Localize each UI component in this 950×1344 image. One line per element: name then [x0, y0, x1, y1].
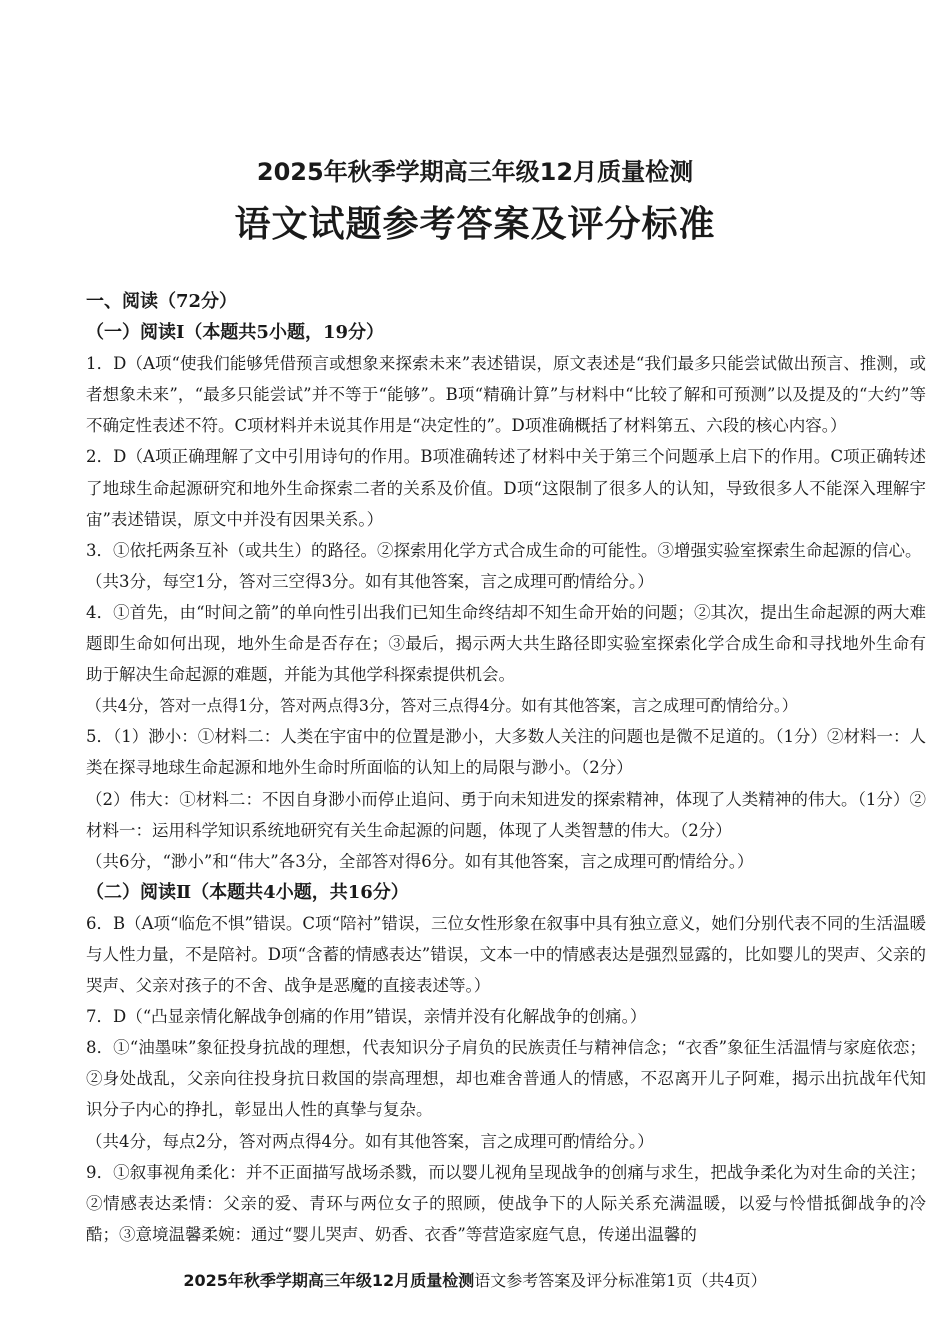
- answer-q5-part2: （2）伟大：①材料二：不因自身渺小而停止追问、勇于向未知进发的探索精神，体现了人类精神的伟大。（1分）②材料一：运用科学知识系统地研究有关生命起源的问题，体现了人类智慧的伟大。（2分）: [86, 789, 926, 840]
- footer-exam-name: 2025年秋季学期高三年级12月质量检测: [183, 1271, 475, 1290]
- answer-q5-part1: 5．（1）渺小：①材料二：人类在宇宙中的位置是渺小，大多数人关注的问题也是微不足道的。（1分）②材料一：人类在探寻地球生命起源和地外生命时所面临的认知上的局限与渺小。（2分）: [86, 727, 926, 778]
- part-heading-reading-1: （一）阅读Ⅰ（本题共5小题，19分）: [86, 322, 384, 344]
- footer-page-number: 第1页（共4页）: [650, 1271, 767, 1290]
- answer-q4: 4．①首先，由“时间之箭”的单向性引出我们已知生命终结却不知生命开始的问题；②其次，提出生命起源的两大难题即生命如何出现，地外生命是否存在；③最后，揭示两大共生路径即实验室探索化学合成生命和寻找地外生命有助于解决生命起源的难题，并能为其他学科探索提供机会。: [86, 602, 926, 685]
- part-heading-reading-2: （二）阅读Ⅱ（本题共4小题，共16分）: [86, 881, 409, 903]
- answer-q3: 3．①依托两条互补（或共生）的路径。②探索用化学方式合成生命的可能性。③增强实验室探索生命起源的信心。: [86, 540, 922, 560]
- answer-q8: 8．①“油墨味”象征投身抗战的理想，代表知识分子肩负的民族责任与精神信念；“衣香”象征生活温情与家庭依恋；②身处战乱，父亲向往投身抗日救国的崇高理想，却也难舍普通人的情感，不忍离开儿子阿难，揭示出抗战年代知识分子内心的挣扎，彰显出人性的真挚与复杂。: [86, 1038, 926, 1120]
- document-title: 语文试题参考答案及评分标准: [234, 204, 716, 245]
- answer-body: [86, 286, 926, 1250]
- answer-q2: 2．D（A项正确理解了文中引用诗句的作用。B项准确转述了材料中关于第三个问题承上启下的作用。C项正确转述了地球生命起源研究和地外生命探索二者的关系及价值。D项“这限制了很多人的认知，导致很多人不能深入理解宇宙”表述错误，原文中并没有因果关系。）: [86, 447, 926, 529]
- scoring-note-q8: （共4分，每点2分，答对两点得4分。如有其他答案，言之成理可酌情给分。）: [86, 1131, 654, 1151]
- footer-doc-name: 语文参考答案及评分标准: [474, 1271, 651, 1290]
- answer-q9: 9．①叙事视角柔化：并不正面描写战场杀戮，而以婴儿视角呈现战争的创痛与求生，把战争柔化为对生命的关注；②情感表达柔情：父亲的爱、青环与两位女子的照顾，使战争下的人际关系充满温暖，以爱与怜惜抵御战争的冷酷；③意境温馨柔婉：通过“婴儿哭声、奶香、衣香”等营造家庭气息，传递出温馨的: [86, 1162, 926, 1244]
- scoring-note-q4: （共4分，答对一点得1分，答对两点得3分，答对三点得4分。如有其他答案，言之成理可酌情给分。）: [86, 696, 798, 716]
- answer-q6: 6．B（A项“临危不惧”错误。C项“陪衬”错误，三位女性形象在叙事中具有独立意义，她们分别代表不同的生活温暖与人性力量，不是陪衬。D项“含蓄的情感表达”错误，文本一中的情感表达是强烈显露的，比如婴儿的哭声、父亲的哭声、父亲对孩子的不舍、战争是恶魔的直接表述等。）: [86, 913, 926, 996]
- answer-q1: 1．D（A项“使我们能够凭借预言或想象来探索未来”表述错误，原文表述是“我们最多只能尝试做出预言、推测，或者想象未来”，“最多只能尝试”并不等于“能够”。B项“精确计算”与材料中“比较了解和可预测”以及提及的“大约”等不确定性表述不符。C项材料并未说其作用是“决定性的”。D项准确概括了材料第五、六段的核心内容。）: [86, 354, 926, 436]
- scoring-note-q5: （共6分，“渺小”和“伟大”各3分，全部答对得6分。如有其他答案，言之成理可酌情给分。）: [86, 851, 754, 871]
- page-footer: [0, 1268, 950, 1291]
- exam-title: 2025年秋季学期高三年级12月质量检测: [256, 158, 694, 186]
- answer-q7: 7．D（“凸显亲情化解战争创痛的作用”错误，亲情并没有化解战争的创痛。）: [86, 1007, 647, 1027]
- section-heading-reading: 一、阅读（72分）: [86, 291, 238, 312]
- scoring-note-q3: （共3分，每空1分，答对三空得3分。如有其他答案，言之成理可酌情给分。）: [86, 571, 654, 591]
